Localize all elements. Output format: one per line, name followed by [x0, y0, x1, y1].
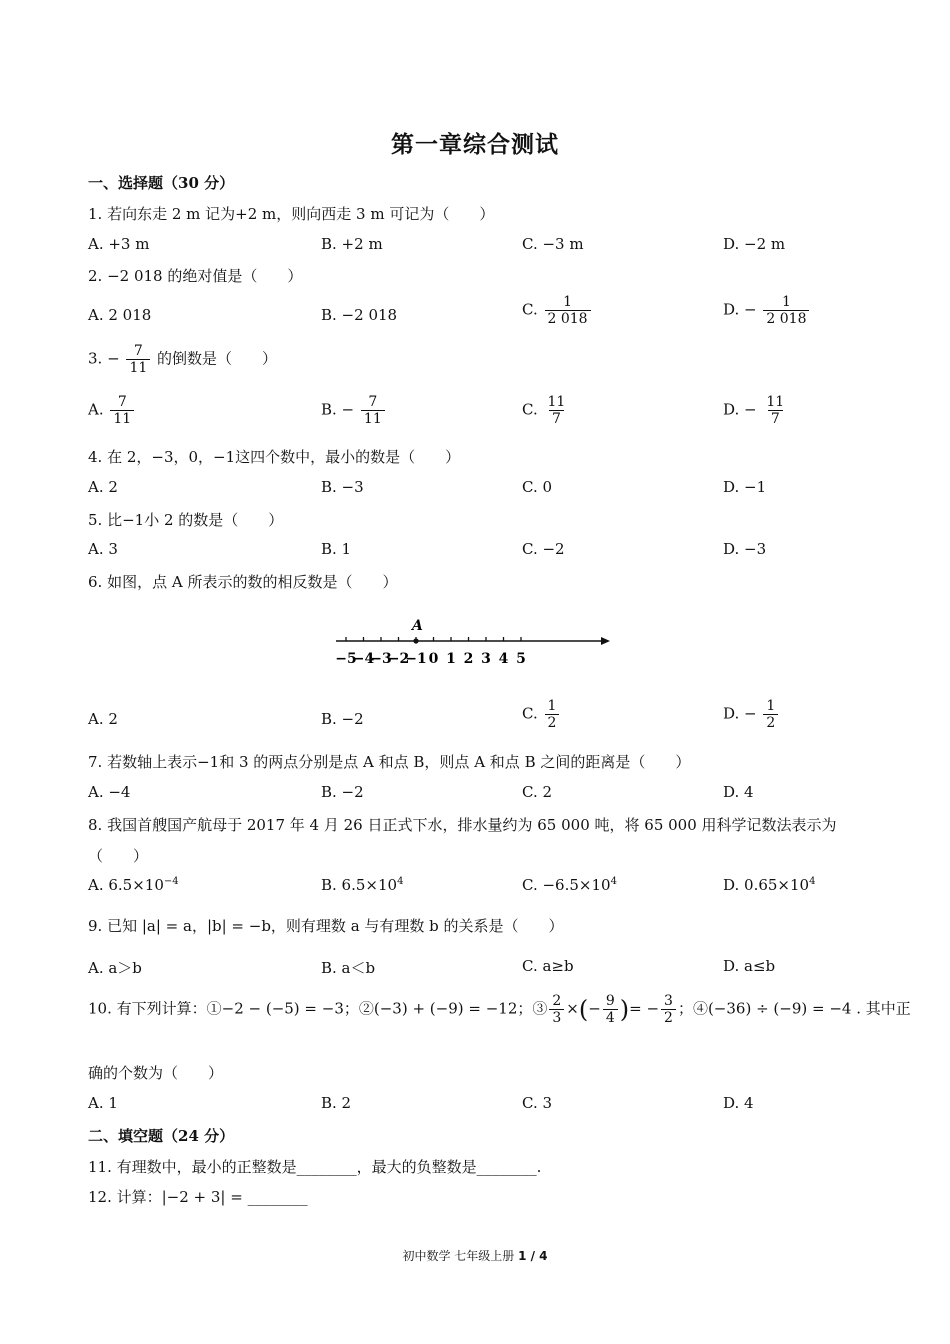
- fraction-numerator: 9: [605, 993, 615, 1009]
- q10-fraction-3: [661, 993, 676, 1026]
- fraction-denominator: 2: [545, 714, 560, 731]
- fraction-denominator: 2: [763, 714, 778, 731]
- q3-option-c-fraction: [545, 394, 569, 427]
- fraction-denominator: 7: [549, 410, 564, 427]
- q8-option-d-base: D. 0.65×10: [723, 876, 810, 894]
- axis-arrow-icon: [601, 637, 610, 645]
- q6-option-c-label: C.: [522, 704, 538, 723]
- question-8-answer-paren: （ ）: [88, 847, 149, 865]
- q8-option-b-base: B. 6.5×10: [321, 876, 398, 894]
- page-number: 1 / 4: [518, 1249, 548, 1263]
- q7-option-b: B. −2: [321, 783, 364, 801]
- q10-equals: = −: [629, 999, 660, 1018]
- fraction-numerator: 1: [766, 698, 776, 714]
- question-6: 6. 如图，点 A 所表示的数的相反数是（ ）: [88, 573, 398, 591]
- number-line-tick-label: −5: [335, 651, 357, 667]
- section-heading-choice: 一、选择题（30 分）: [88, 174, 235, 192]
- page-title: 第一章综合测试: [391, 131, 559, 158]
- question-3: [88, 343, 277, 376]
- section-heading-fill: 二、填空题（24 分）: [88, 1127, 235, 1145]
- q10-part1: 10. 有下列计算：①−2 − (−5) = −3；②(−3) + (−9) = −12；③: [88, 999, 548, 1018]
- q4-option-b: B. −3: [321, 478, 364, 496]
- q2-option-a: A. 2 018: [88, 306, 152, 324]
- q8-option-d-exponent: 4: [809, 876, 816, 887]
- q3-option-b-label: B. −: [321, 400, 355, 419]
- number-line-tick-label: 1: [446, 651, 456, 667]
- q9-option-d: D. a≤b: [723, 957, 776, 975]
- q10-minus: −: [588, 999, 601, 1018]
- fraction-denominator: 2: [661, 1009, 676, 1026]
- fraction-denominator: 2 018: [545, 310, 591, 327]
- q4-option-d: D. −1: [723, 478, 767, 496]
- question-12: 12. 计算：|−2 + 3| = ________: [88, 1188, 308, 1206]
- q3-option-c: [522, 394, 570, 427]
- question-4: 4. 在 2，−3，0，−1这四个数中，最小的数是（ ）: [88, 448, 461, 466]
- number-line-tick-label: −3: [370, 651, 392, 667]
- fraction-numerator: 7: [117, 394, 127, 410]
- point-a-label: A: [412, 618, 423, 634]
- right-paren: ): [619, 995, 630, 1024]
- q3-option-c-label: C.: [522, 400, 538, 419]
- q5-option-b: B. 1: [321, 540, 352, 558]
- q8-option-c-base: C. −6.5×10: [522, 876, 611, 894]
- fraction-numerator: 1: [563, 294, 572, 310]
- question-8: 8. 我国首艘国产航母于 2017 年 4 月 26 日正式下水，排水量约为 65 000 吨，将 65 000 用科学记数法表示为: [88, 816, 837, 834]
- q9-option-c: C. a≥b: [522, 957, 574, 975]
- q8-option-b: [321, 876, 403, 894]
- q2-option-b: B. −2 018: [321, 306, 398, 324]
- q8-option-b-exponent: 4: [397, 876, 404, 887]
- fraction-denominator: 11: [126, 359, 150, 376]
- number-line-tick-label: 2: [463, 651, 474, 667]
- question-10: [88, 993, 911, 1026]
- q3-suffix: 的倒数是（ ）: [157, 349, 278, 368]
- q10-option-c: C. 3: [522, 1094, 553, 1112]
- q10-fraction-2: [603, 993, 618, 1026]
- q1-option-d: D. −2 m: [723, 235, 786, 253]
- fraction-numerator: 1: [781, 294, 791, 310]
- fraction-numerator: 7: [368, 394, 378, 410]
- question-11: 11. 有理数中，最小的正整数是________，最大的负整数是________.: [88, 1158, 542, 1176]
- q1-option-a: A. +3 m: [88, 235, 150, 253]
- q5-option-a: A. 3: [88, 540, 118, 558]
- q5-option-c: C. −2: [522, 540, 565, 558]
- question-10-continued: 确的个数为（ ）: [88, 1064, 224, 1082]
- q7-option-a: A. −4: [88, 783, 131, 801]
- q3-option-d-fraction: [763, 394, 787, 427]
- fraction-denominator: 2 018: [763, 310, 809, 327]
- q3-option-d-label: D. −: [723, 400, 757, 419]
- q7-option-d: D. 4: [723, 783, 754, 801]
- q3-option-b: [321, 394, 387, 427]
- fraction-numerator: 11: [766, 394, 785, 410]
- q10-option-a: A. 1: [88, 1094, 118, 1112]
- q2-option-c-label: C.: [522, 300, 538, 319]
- q10-times: ×: [566, 999, 579, 1018]
- q5-option-d: D. −3: [723, 540, 767, 558]
- q4-option-a: A. 2: [88, 478, 118, 496]
- fraction-denominator: 11: [110, 410, 134, 427]
- page-footer: [0, 1247, 950, 1264]
- question-1: 1. 若向东走 2 m 记为+2 m，则向西走 3 m 可记为（ ）: [88, 205, 495, 223]
- q1-option-b: B. +2 m: [321, 235, 383, 253]
- question-9: 9. 已知 |a| = a，|b| = −b，则有理数 a 与有理数 b 的关系是（ ）: [88, 917, 564, 935]
- q6-option-b: B. −2: [321, 710, 364, 728]
- question-5: 5. 比−1小 2 的数是（ ）: [88, 511, 284, 529]
- q8-option-d: [723, 876, 815, 894]
- q9-option-a: A. a＞b: [88, 959, 142, 977]
- q3-prefix: 3. −: [88, 349, 120, 368]
- point-a-marker: [413, 638, 418, 643]
- fraction-denominator: 3: [549, 1009, 564, 1026]
- fraction-numerator: 2: [552, 993, 562, 1009]
- q8-option-a: [88, 876, 179, 894]
- number-line-tick-label: 3: [481, 651, 491, 667]
- q7-option-c: C. 2: [522, 783, 553, 801]
- question-2: 2. −2 018 的绝对值是（ ）: [88, 267, 303, 285]
- number-line-figure: [330, 612, 620, 674]
- fraction-denominator: 11: [361, 410, 385, 427]
- q3-option-a: [88, 394, 136, 427]
- number-line-tick-label: −1: [405, 651, 427, 667]
- q6-option-c: [522, 698, 561, 731]
- number-line-tick-label: 5: [516, 651, 526, 667]
- q8-option-a-base: A. 6.5×10: [88, 876, 164, 894]
- q6-option-d-label: D. −: [723, 704, 757, 723]
- q2-option-d: [723, 294, 811, 327]
- q6-option-c-fraction: [545, 698, 560, 731]
- q3-option-a-fraction: [110, 394, 134, 427]
- q6-option-a: A. 2: [88, 710, 118, 728]
- q6-option-d-fraction: [763, 698, 778, 731]
- q3-option-d: [723, 394, 789, 427]
- q10-option-b: B. 2: [321, 1094, 352, 1112]
- q6-option-d: [723, 698, 780, 731]
- number-line-tick-label: −2: [387, 651, 410, 667]
- q9-option-b: B. a＜b: [321, 959, 376, 977]
- q10-option-d: D. 4: [723, 1094, 754, 1112]
- question-7: 7. 若数轴上表示−1和 3 的两点分别是点 A 和点 B，则点 A 和点 B 之间的距离是（ ）: [88, 753, 691, 771]
- fraction-numerator: 7: [133, 343, 143, 359]
- q3-option-a-label: A.: [88, 400, 104, 419]
- q1-option-c: C. −3 m: [522, 235, 584, 253]
- q10-part2: ；④(−36) ÷ (−9) = −4 . 其中正: [677, 999, 911, 1018]
- q2-option-c-fraction: [545, 294, 591, 327]
- q4-option-c: C. 0: [522, 478, 553, 496]
- q2-option-d-label: D. −: [723, 300, 757, 319]
- q2-option-d-fraction: [763, 294, 809, 327]
- number-line-tick-label: 0: [428, 651, 439, 667]
- q3-fraction: [126, 343, 150, 376]
- fraction-numerator: 3: [664, 993, 673, 1009]
- q8-option-c: [522, 876, 617, 894]
- footer-text: 初中数学 七年级上册: [402, 1249, 519, 1263]
- q8-option-a-exponent: −4: [163, 876, 179, 887]
- q2-option-c: [522, 294, 593, 327]
- q3-option-b-fraction: [361, 394, 385, 427]
- number-line-tick-labels: [335, 651, 526, 667]
- fraction-denominator: 7: [768, 410, 783, 427]
- q10-fraction-1: [549, 993, 564, 1026]
- number-line-tick-label: −4: [352, 651, 375, 667]
- q8-option-c-exponent: 4: [610, 876, 617, 887]
- number-line-tick-label: 4: [498, 651, 509, 667]
- fraction-numerator: 1: [547, 698, 557, 714]
- left-paren: (: [578, 995, 589, 1024]
- fraction-denominator: 4: [603, 1009, 618, 1026]
- fraction-numerator: 11: [547, 394, 566, 410]
